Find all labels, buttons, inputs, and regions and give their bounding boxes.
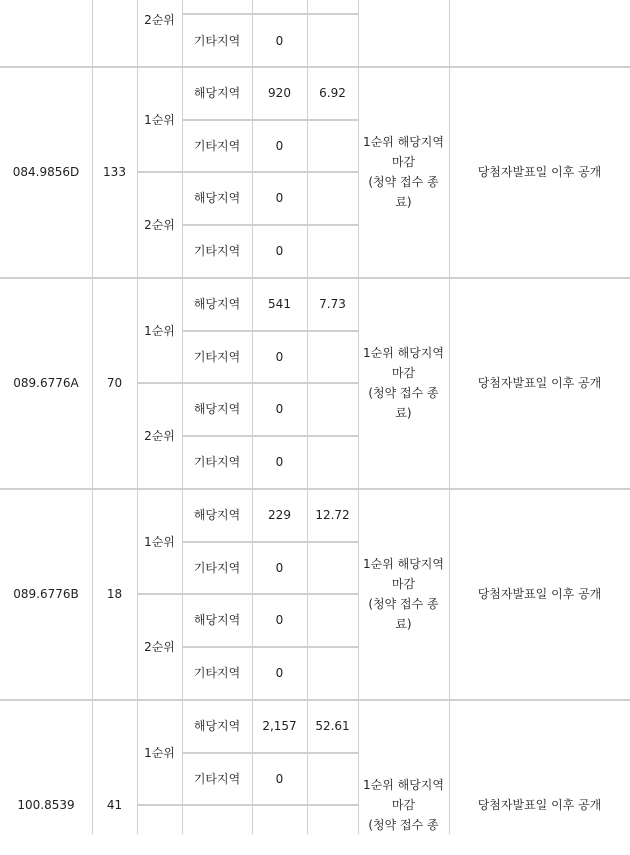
winner-announcement: 당첨자발표일 이후 공개 <box>477 587 602 601</box>
competition-ratio <box>307 331 358 384</box>
competition-ratio <box>307 436 358 489</box>
area-label: 기타지역 <box>193 243 241 258</box>
area-label: 해당지역 <box>193 402 241 417</box>
area-label: 해당지역 <box>193 719 241 734</box>
area-label: 해당지역 <box>193 297 241 312</box>
competition-ratio: 7.73 <box>319 297 346 312</box>
competition-ratio: 6.92 <box>319 86 346 101</box>
rank-label: 1순위 <box>144 534 175 549</box>
housing-type: 089.6776B <box>13 587 79 601</box>
applicant-count: 2,157 <box>262 719 297 734</box>
competition-ratio <box>307 594 358 647</box>
column-border <box>92 0 93 834</box>
applicant-count: 541 <box>268 297 291 312</box>
rank-label: 2순위 <box>144 639 175 654</box>
rank-label: 2순위 <box>144 13 175 27</box>
competition-ratio <box>307 172 358 225</box>
applicant-count: 0 <box>275 613 284 628</box>
applicant-count <box>252 805 307 834</box>
applicant-count: 0 <box>275 191 284 206</box>
area-label: 기타지역 <box>193 33 241 48</box>
applicant-count: 0 <box>275 138 284 153</box>
competition-ratio <box>307 383 358 436</box>
winner-announcement: 당첨자발표일 이후 공개 <box>477 165 602 179</box>
applicant-count: 0 <box>275 349 284 364</box>
applicant-count: 0 <box>275 243 284 258</box>
housing-type: 084.9856D <box>12 165 80 179</box>
rank-label <box>137 805 182 834</box>
competition-ratio: 12.72 <box>315 508 350 523</box>
applicant-count: 0 <box>275 771 284 786</box>
area-label: 기타지역 <box>193 665 241 680</box>
result-note: 1순위 해당지역 마감 (청약 접수 종 료) <box>362 557 444 631</box>
housing-type: 100.8539 <box>17 798 75 812</box>
area-label: 기타지역 <box>193 771 241 786</box>
rank-label: 2순위 <box>144 428 175 443</box>
competition-ratio <box>307 753 358 806</box>
applicant-count: 0 <box>275 402 284 417</box>
area-label: 기타지역 <box>193 138 241 153</box>
rank-label: 1순위 <box>144 745 175 760</box>
rank-label: 2순위 <box>144 217 175 232</box>
competition-ratio <box>307 647 358 700</box>
competition-ratio: 52.61 <box>315 719 350 734</box>
competition-ratio <box>307 225 358 278</box>
area-label: 해당지역 <box>193 86 241 101</box>
result-note: 1순위 해당지역 마감 (청약 접수 종 료) <box>362 346 444 420</box>
area-label: 기타지역 <box>193 454 241 469</box>
area-label <box>182 805 252 834</box>
winner-announcement: 당첨자발표일 이후 공개 <box>477 798 602 812</box>
applicant-count: 0 <box>275 665 284 680</box>
applicant-count: 0 <box>275 454 284 469</box>
result-note: 1순위 해당지역 마감 (청약 접수 종 <box>362 778 444 832</box>
supply-units: 41 <box>106 798 123 812</box>
competition-ratio <box>307 805 358 834</box>
applicant-count: 920 <box>268 86 291 101</box>
supply-units: 70 <box>106 376 123 390</box>
applicant-count: 229 <box>268 508 291 523</box>
area-label: 해당지역 <box>193 508 241 523</box>
result-note: 1순위 해당지역 마감 (청약 접수 종 료) <box>362 135 444 209</box>
column-border <box>449 0 450 834</box>
area-label: 해당지역 <box>193 613 241 628</box>
housing-type: 089.6776A <box>13 376 79 390</box>
competition-ratio <box>307 14 358 67</box>
winner-announcement: 당첨자발표일 이후 공개 <box>477 376 602 390</box>
supply-units: 18 <box>106 587 123 601</box>
rank-label: 1순위 <box>144 112 175 127</box>
area-label: 기타지역 <box>193 560 241 575</box>
competition-ratio <box>307 542 358 595</box>
area-label: 해당지역 <box>193 191 241 206</box>
rank-label: 1순위 <box>144 323 175 338</box>
applicant-count: 0 <box>275 33 284 48</box>
applicant-count: 0 <box>275 560 284 575</box>
area-label: 기타지역 <box>193 349 241 364</box>
competition-ratio <box>307 120 358 173</box>
supply-units: 133 <box>103 165 126 179</box>
